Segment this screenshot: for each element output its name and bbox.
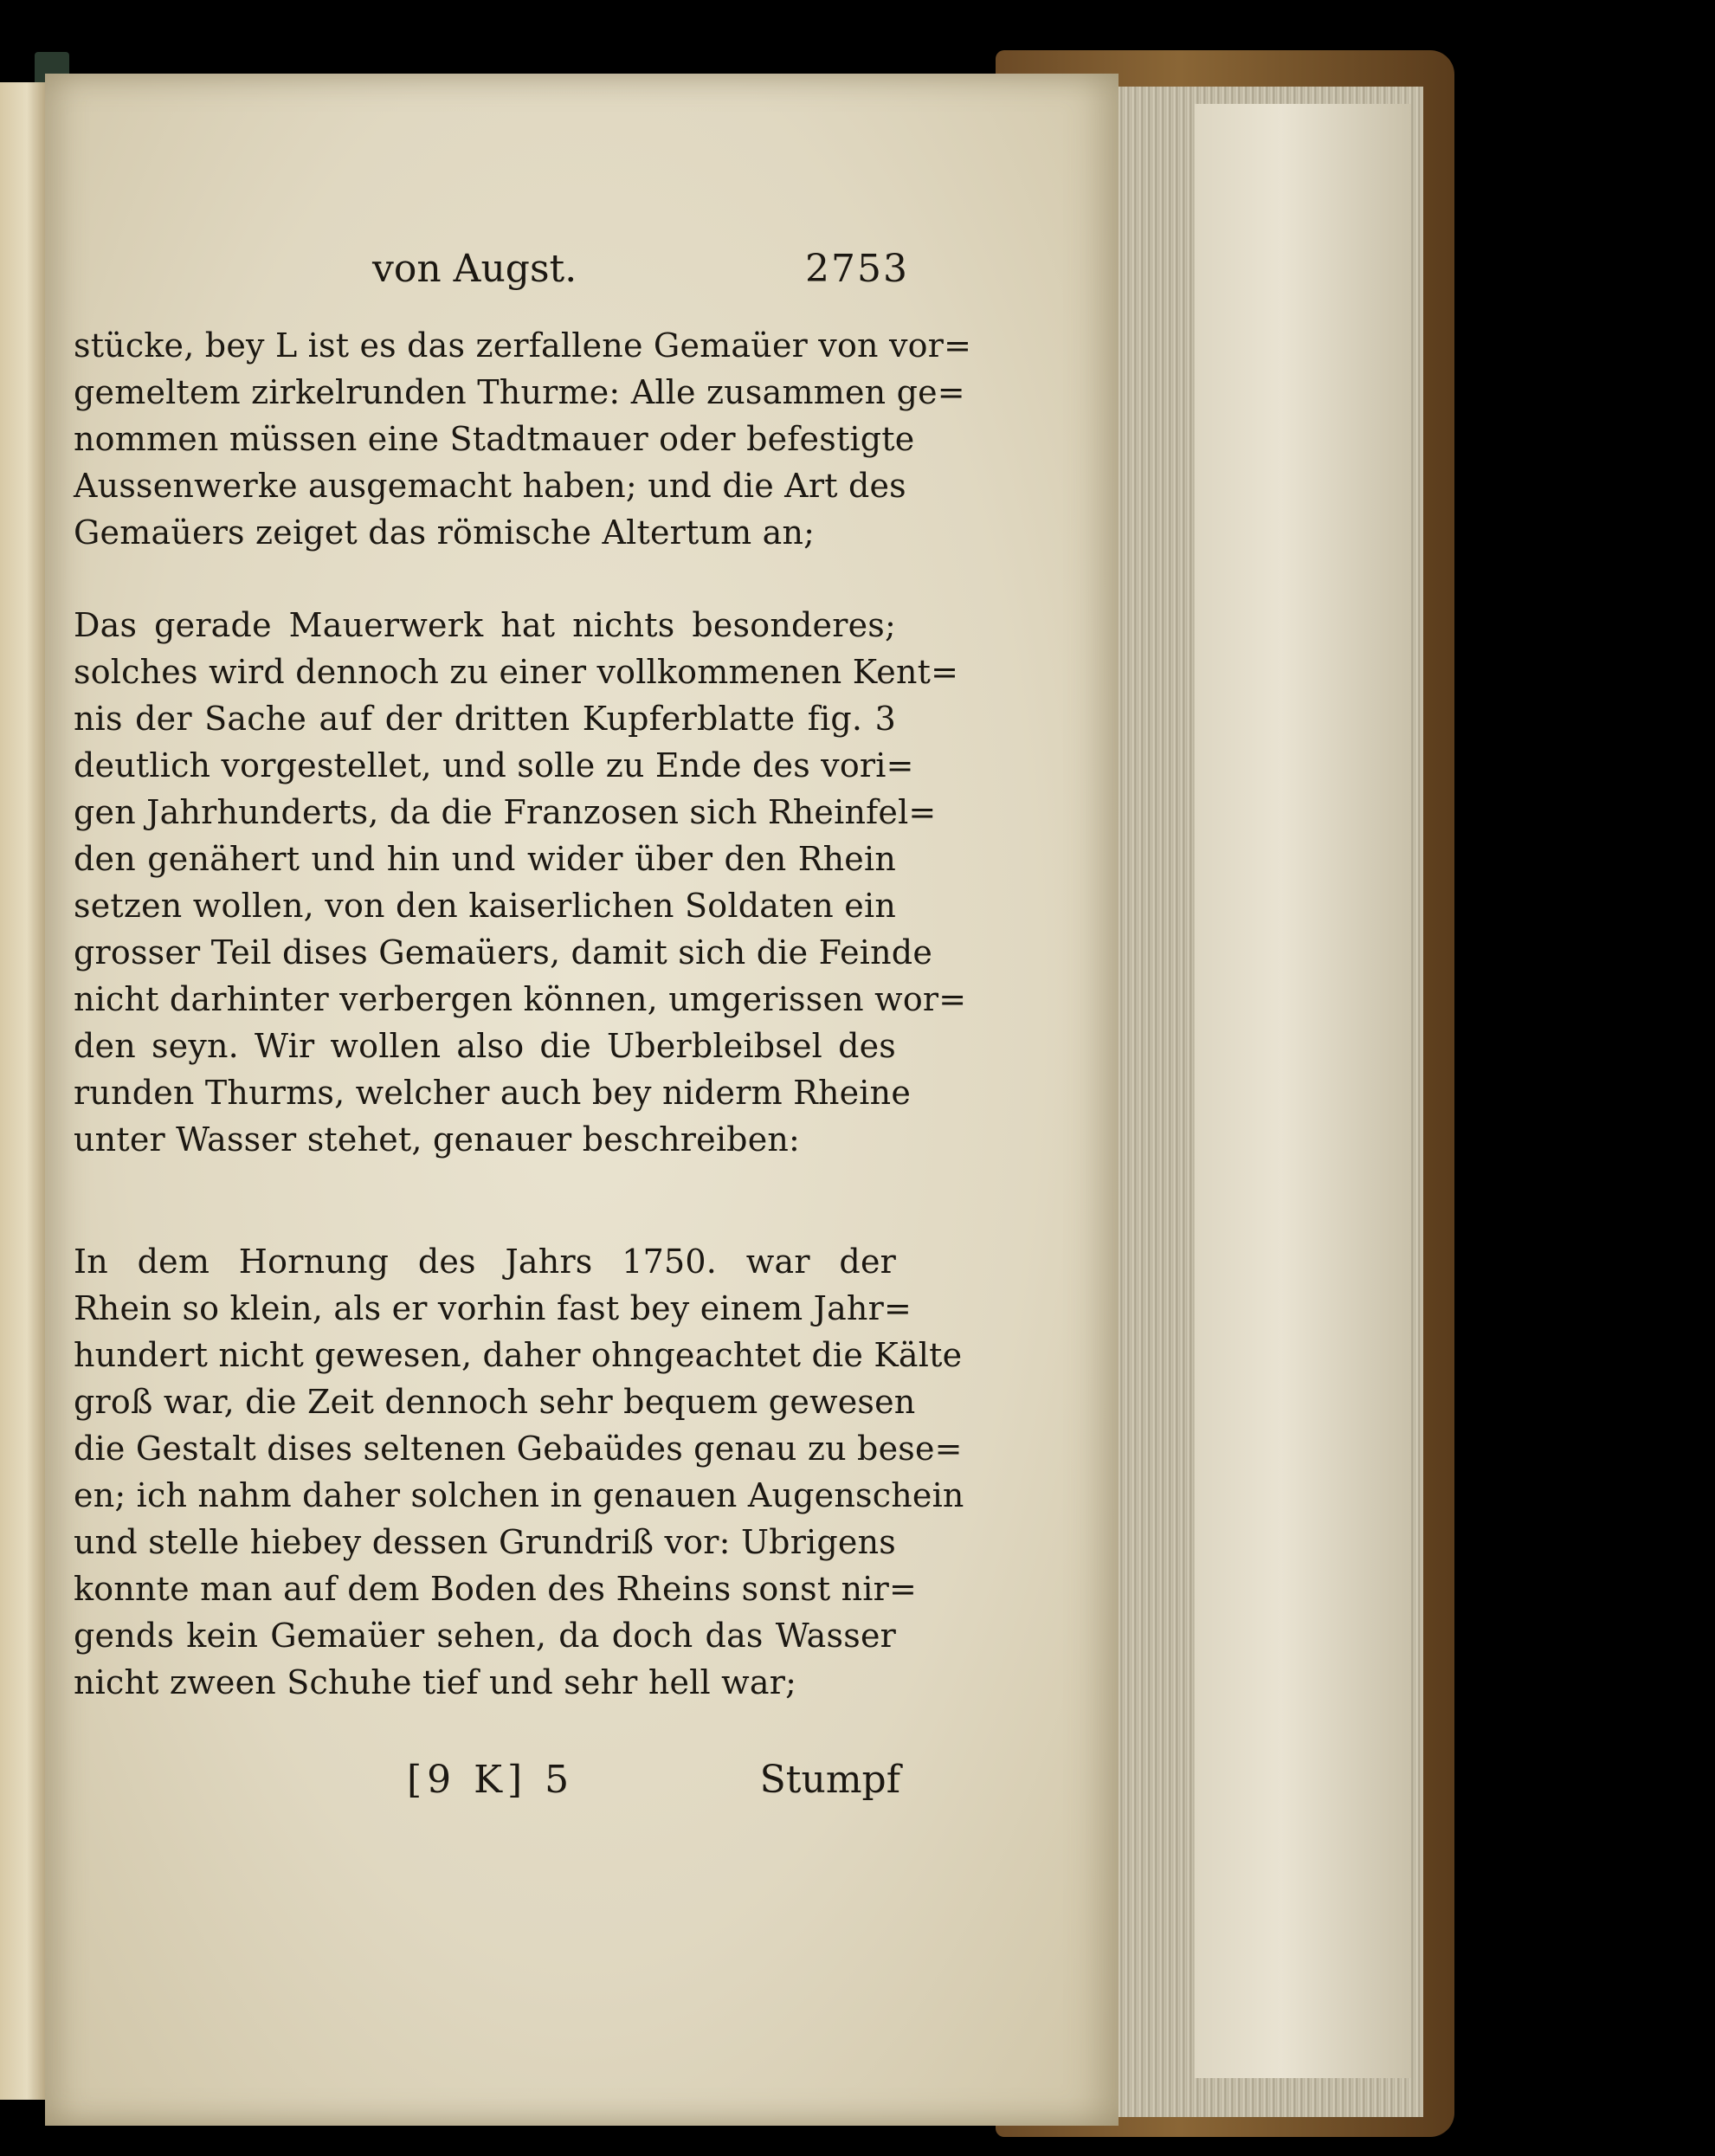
catchword: Stumpf [759, 1758, 900, 1802]
page-footer [407, 1758, 900, 1818]
signature-mark: [9 K] 5 [407, 1758, 575, 1802]
text-line: nicht darhinter verbergen können, umgerissen wor= [74, 980, 967, 1018]
running-title: von Augst. [372, 247, 577, 291]
text-line: nicht zween Schuhe tief und sehr hell war; [74, 1663, 797, 1701]
text-line: nis der Sache auf der dritten Kupferblatte fig. 3 [74, 700, 896, 738]
text-line: setzen wollen, von den kaiserlichen Soldaten ein [74, 887, 896, 925]
text-line: runden Thurms, welcher auch bey niderm Rheine [74, 1074, 912, 1112]
paragraph-1 [74, 322, 972, 556]
text-line: die Gestalt dises seltenen Gebaüdes genau zu bese= [74, 1430, 963, 1468]
paragraph-3 [74, 1238, 964, 1706]
text-line: groß war, die Zeit dennoch sehr bequem gewesen [74, 1383, 916, 1421]
text-line: gen Jahrhunderts, da die Franzosen sich Rheinfel= [74, 793, 937, 831]
text-line: und stelle hiebey dessen Grundriß vor: Ubrigens [74, 1523, 896, 1561]
page-number: 2753 [805, 247, 909, 291]
text-line: Gemaüers zeiget das römische Altertum an; [74, 513, 816, 552]
text-line: Rhein so klein, als er vorhin fast bey einem Jahr= [74, 1289, 912, 1327]
text-line: den seyn. Wir wollen also die Uberbleibsel des [74, 1027, 896, 1065]
text-line: solches wird dennoch zu einer vollkommenen Kent= [74, 653, 959, 691]
text-line: hundert nicht gewesen, daher ohngeachtet die Kälte [74, 1336, 963, 1374]
text-line: grosser Teil dises Gemaüers, damit sich die Feinde [74, 933, 933, 971]
running-head [320, 247, 909, 307]
text-line: en; ich nahm daher solchen in genauen Augenschein [74, 1476, 964, 1514]
left-page-edge [0, 82, 45, 2100]
text-line: unter Wasser stehet, genauer beschreiben: [74, 1120, 801, 1159]
text-line: deutlich vorgestellet, und solle zu Ende des vori= [74, 746, 914, 784]
text-line: gends kein Gemaüer sehen, da doch das Wasser [74, 1617, 896, 1655]
paragraph-2 [74, 602, 967, 1163]
text-line: In dem Hornung des Jahrs 1750. war der [74, 1243, 896, 1281]
text-line: den genähert und hin und wider über den Rhein [74, 840, 896, 878]
text-line: gemeltem zirkelrunden Thurme: Alle zusammen ge= [74, 373, 965, 411]
text-line: Das gerade Mauerwerk hat nichts besonderes; [74, 606, 896, 644]
text-line: Aussenwerke ausgemacht haben; und die Art des [74, 467, 906, 505]
page-block-edge-inner [1195, 104, 1411, 2078]
text-line: nommen müssen eine Stadtmauer oder befestigte [74, 420, 915, 458]
text-line: konnte man auf dem Boden des Rheins sonst nir= [74, 1570, 918, 1608]
text-line: stücke, bey L ist es das zerfallene Gemaüer von vor= [74, 326, 972, 365]
